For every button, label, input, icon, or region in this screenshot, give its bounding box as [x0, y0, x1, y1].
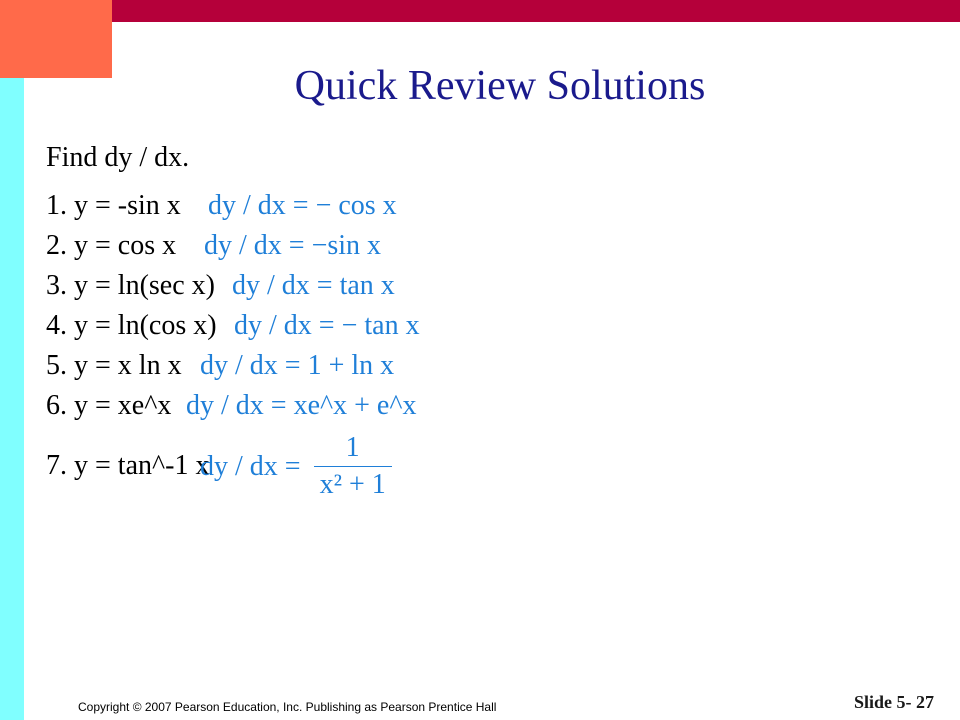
problem-answer: dy / dx = xe^x + e^x: [186, 390, 417, 421]
problem-row: [46, 390, 417, 430]
problem-answer: dy / dx = −sin x: [204, 230, 382, 261]
prompt-text: Find dy / dx.: [46, 142, 190, 173]
problem-row: [46, 270, 395, 310]
problem-answer: dy / dx = tan x: [232, 270, 395, 301]
slide-number: Slide 5- 27: [853, 692, 934, 712]
answer-prefix: dy / dx =: [200, 450, 301, 482]
problem-answer: dy / dx = − tan x: [234, 310, 420, 341]
problem-row: [46, 230, 382, 270]
fraction-denominator: x² + 1: [319, 469, 386, 500]
problem-question: 4. y = ln(cos x): [46, 310, 217, 341]
problem-answer: [200, 432, 392, 501]
problem-answer: dy / dx = 1 + ln x: [200, 350, 395, 381]
copyright-text: Copyright © 2007 Pearson Education, Inc. Publishing as Pearson Prentice Hall: [78, 700, 497, 714]
top-accent-bar: [0, 0, 960, 22]
corner-accent-block: [0, 0, 112, 78]
answer-fraction: [314, 432, 392, 501]
problem-row: [46, 190, 397, 230]
left-accent-bar: [0, 78, 24, 720]
problem-question: 3. y = ln(sec x): [46, 270, 215, 301]
slide-title: Quick Review Solutions: [294, 63, 706, 109]
problem-row: [46, 310, 420, 350]
fraction-numerator: 1: [314, 432, 392, 467]
problem-question: 7. y = tan^-1 x: [46, 450, 210, 481]
problem-question: 2. y = cos x: [46, 230, 177, 261]
problem-question: 6. y = xe^x: [46, 390, 172, 421]
problem-question: 5. y = x ln x: [46, 350, 182, 381]
prompt-line: [46, 142, 189, 182]
problem-answer: dy / dx = − cos x: [208, 190, 397, 221]
problem-question: 1. y = -sin x: [46, 190, 181, 221]
problem-row: [46, 350, 395, 390]
